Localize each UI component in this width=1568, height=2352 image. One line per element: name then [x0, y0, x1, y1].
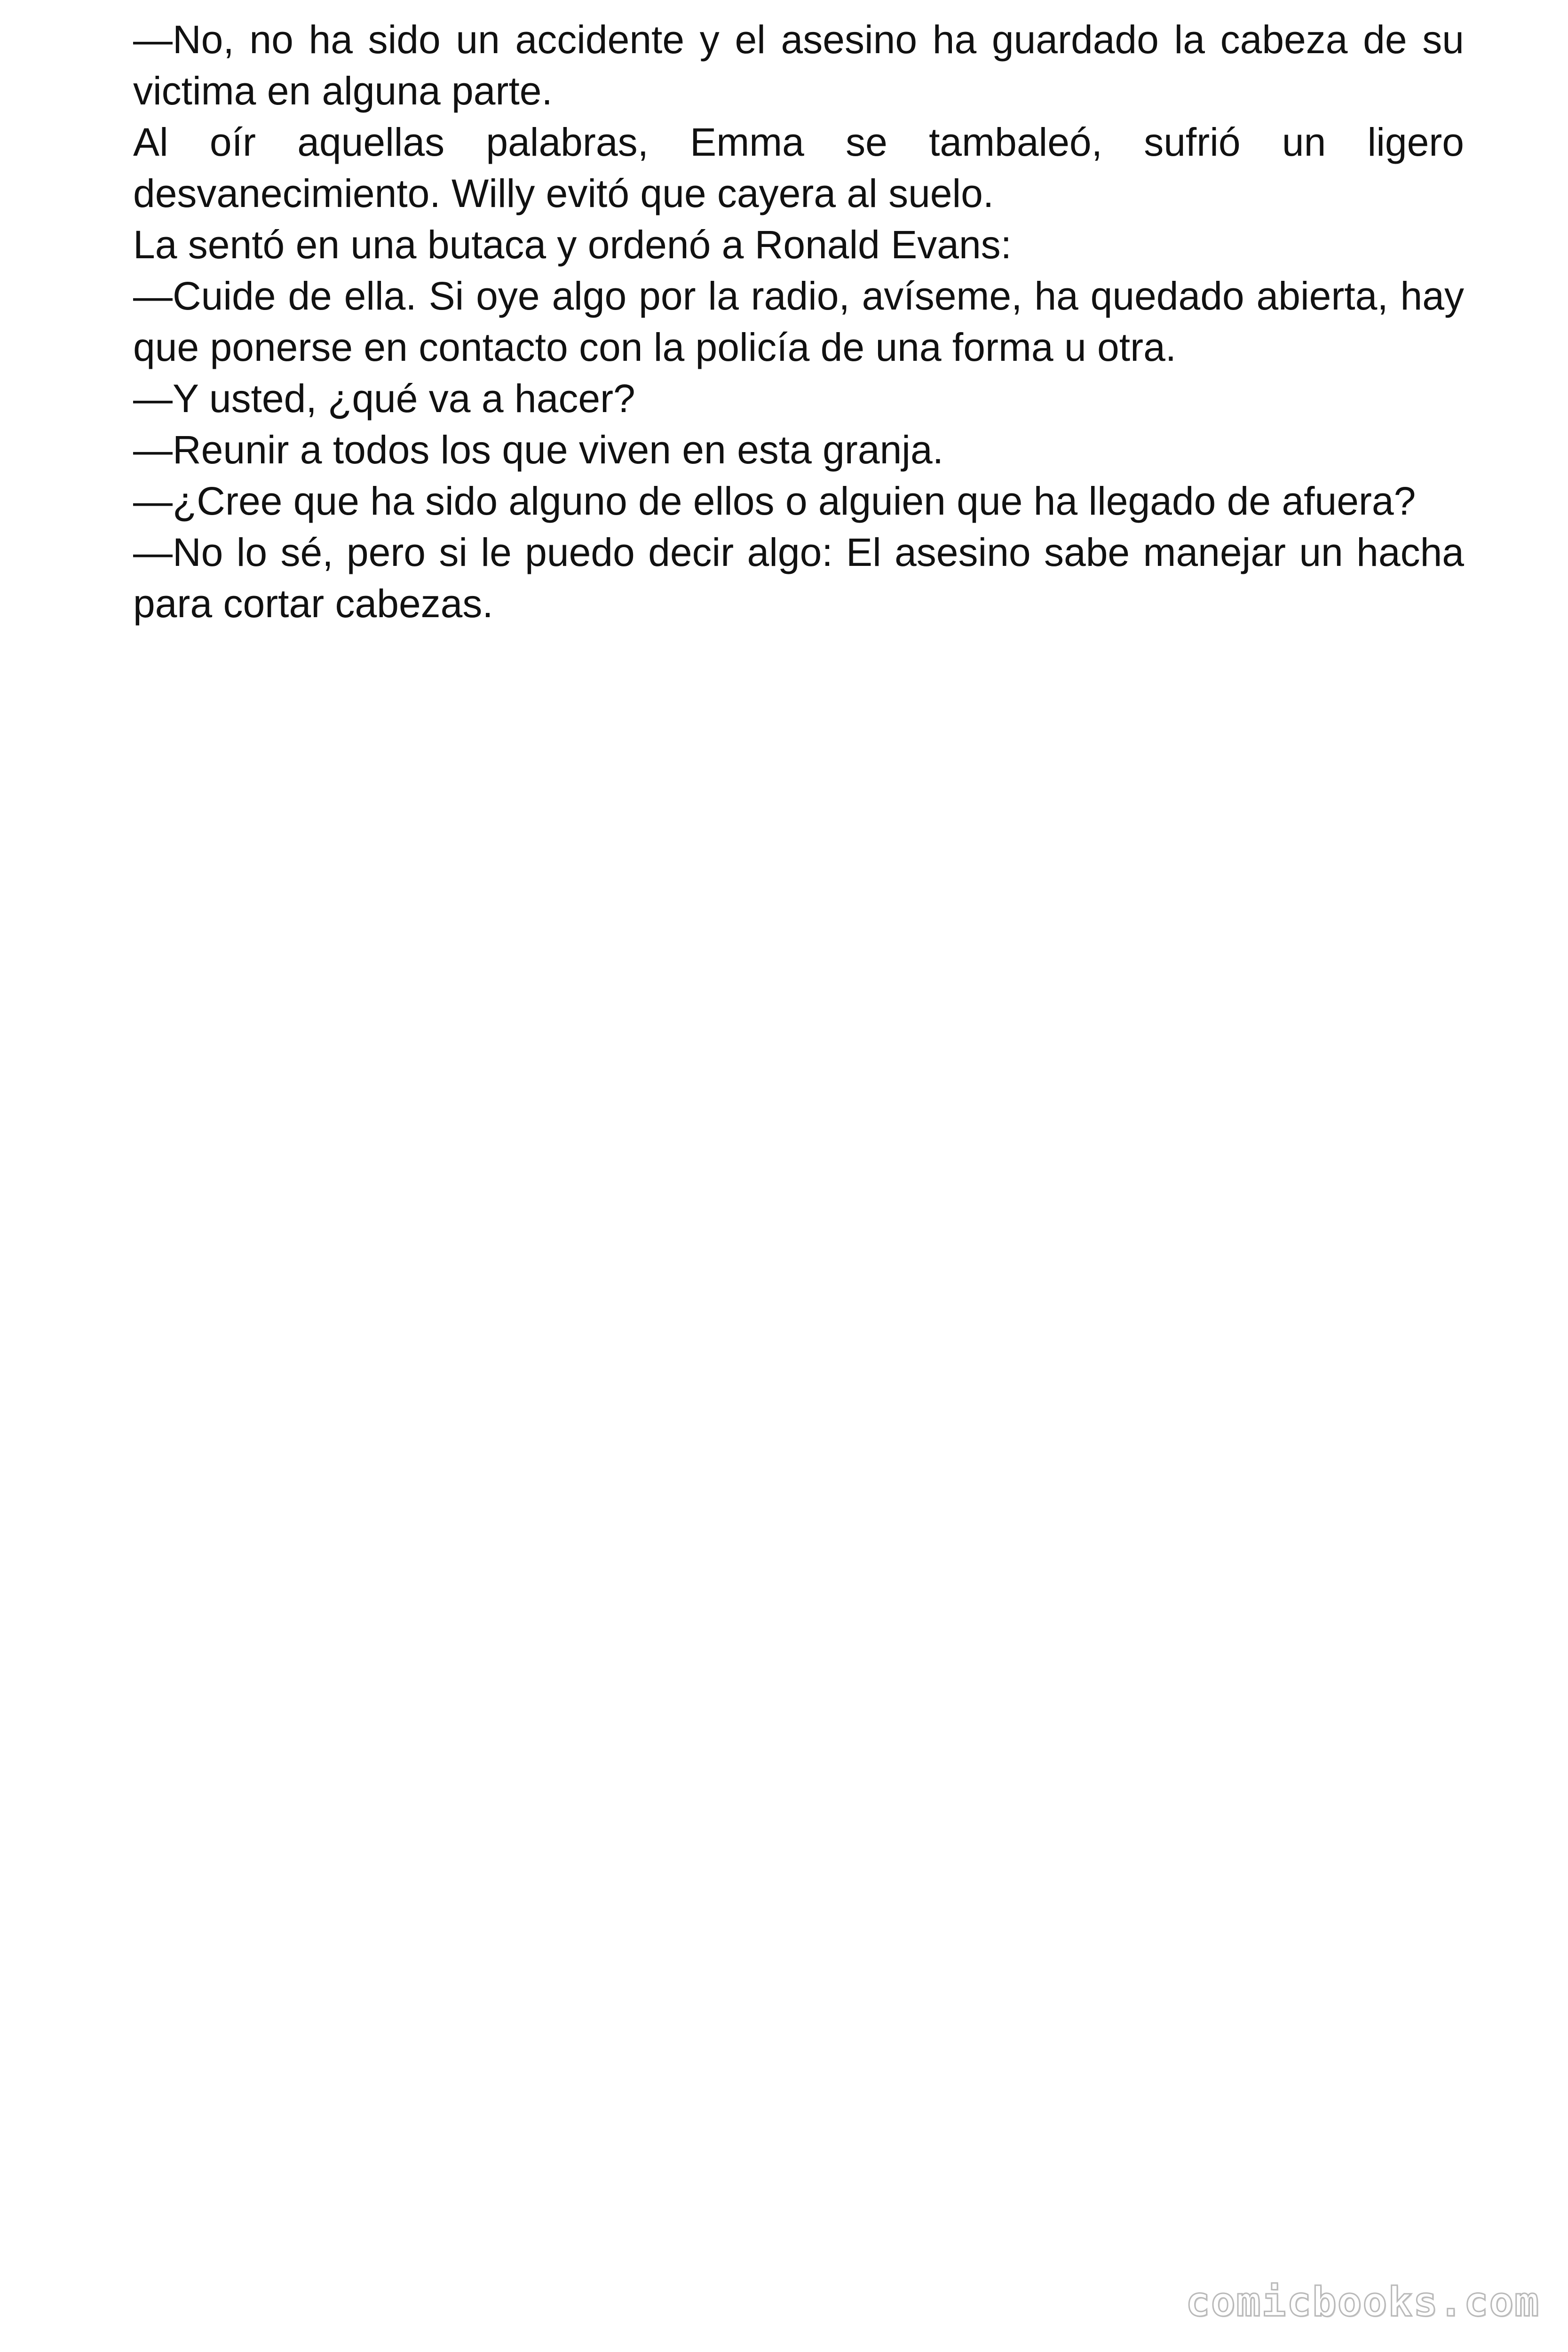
body-text	[133, 14, 1464, 629]
paragraph: Al oír aquellas palabras, Emma se tambaleó, sufrió un ligero desvanecimiento. Willy evitó que cayera al suelo.	[133, 120, 1464, 215]
paragraph: —¿Cree que ha sido alguno de ellos o alguien que ha llegado de afuera?	[133, 479, 1416, 523]
paragraph: La sentó en una butaca y ordenó a Ronald Evans:	[133, 222, 1012, 267]
paragraph: —Reunir a todos los que viven en esta granja.	[133, 428, 944, 472]
paragraph: —No, no ha sido un accidente y el asesino ha guardado la cabeza de su victima en alguna parte.	[133, 17, 1464, 113]
paragraph: —Cuide de ella. Si oye algo por la radio, avíseme, ha quedado abierta, hay que ponerse en contacto con la policía de una forma u otra.	[133, 274, 1464, 369]
paragraph: —No lo sé, pero si le puedo decir algo: El asesino sabe manejar un hacha para cortar cabezas.	[133, 530, 1464, 626]
watermark: comicbooks.com	[1186, 2279, 1540, 2326]
paragraph: —Y usted, ¿qué va a hacer?	[133, 376, 635, 421]
